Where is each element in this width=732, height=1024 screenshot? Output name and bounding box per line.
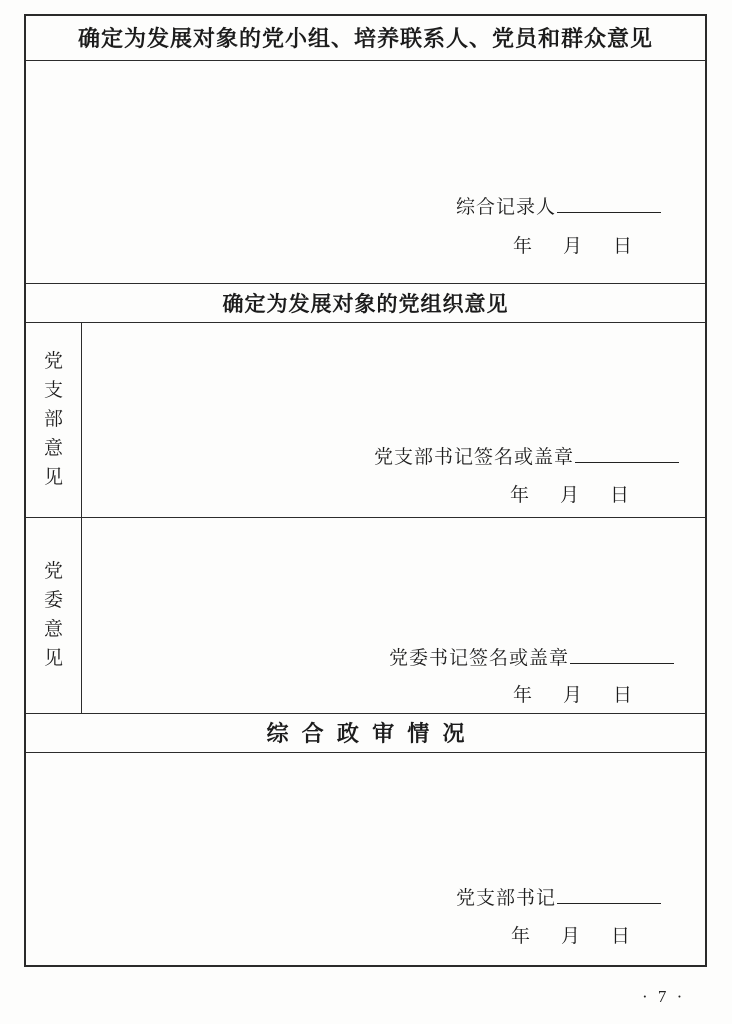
- review-signature-label: 党支部书记: [456, 888, 557, 909]
- month-label: 月: [560, 484, 580, 506]
- committee-signature-label: 党委书记签名或盖章: [389, 648, 570, 669]
- branch-signature-line: [374, 442, 679, 469]
- month-label: 月: [563, 685, 583, 706]
- recorder-label: 综合记录人: [456, 196, 557, 218]
- section-opinions-header: [26, 16, 705, 61]
- year-label: 年: [511, 926, 531, 947]
- section-org-header: [26, 284, 705, 323]
- date-gap: [530, 921, 561, 948]
- day-label: 日: [613, 235, 633, 257]
- section-review-title: 综合政审情况: [266, 721, 478, 747]
- review-signature-blank: [557, 884, 661, 904]
- recorder-signature-blank: [557, 193, 661, 213]
- committee-date-line: [513, 680, 632, 707]
- day-label: 日: [611, 926, 631, 947]
- section-review-header: [26, 714, 705, 754]
- year-label: 年: [513, 685, 533, 706]
- date-gap: [580, 921, 611, 948]
- section-opinions-body: [26, 61, 705, 285]
- committee-opinion-label: 党委意见: [43, 561, 63, 670]
- section-review-body: [26, 753, 705, 965]
- section-org-title: 确定为发展对象的党组织意见: [222, 292, 509, 316]
- committee-signature-line: [389, 643, 674, 670]
- committee-label-cell: [26, 518, 82, 713]
- year-label: 年: [510, 484, 530, 506]
- branch-label-cell: [26, 323, 82, 518]
- date-gap: [532, 231, 563, 258]
- branch-date-line: [510, 480, 629, 507]
- day-label: 日: [610, 484, 630, 506]
- committee-opinion-content: [82, 518, 705, 713]
- date-gap: [579, 480, 610, 507]
- year-label: 年: [513, 235, 533, 257]
- review-signature-line: [456, 883, 661, 910]
- date-gap: [582, 680, 613, 707]
- recorder-signature-line: [456, 192, 661, 219]
- branch-opinion-label: 党支部意见: [43, 351, 63, 489]
- day-label: 日: [613, 685, 633, 706]
- month-label: 月: [561, 926, 581, 947]
- date-gap: [532, 680, 563, 707]
- branch-signature-blank: [575, 443, 679, 463]
- branch-opinion-row: [26, 323, 705, 519]
- month-label: 月: [563, 235, 583, 257]
- committee-opinion-row: [26, 518, 705, 714]
- committee-signature-blank: [570, 644, 674, 664]
- recorder-date-line: [513, 231, 632, 258]
- review-date-line: [511, 921, 630, 948]
- date-gap: [582, 231, 613, 258]
- branch-opinion-content: [82, 323, 705, 518]
- branch-signature-label: 党支部书记签名或盖章: [374, 446, 575, 468]
- form-table: [24, 14, 707, 967]
- page-number: · 7 ·: [642, 987, 686, 1006]
- date-gap: [529, 480, 560, 507]
- section-opinions-title: 确定为发展对象的党小组、培养联系人、党员和群众意见: [77, 26, 653, 52]
